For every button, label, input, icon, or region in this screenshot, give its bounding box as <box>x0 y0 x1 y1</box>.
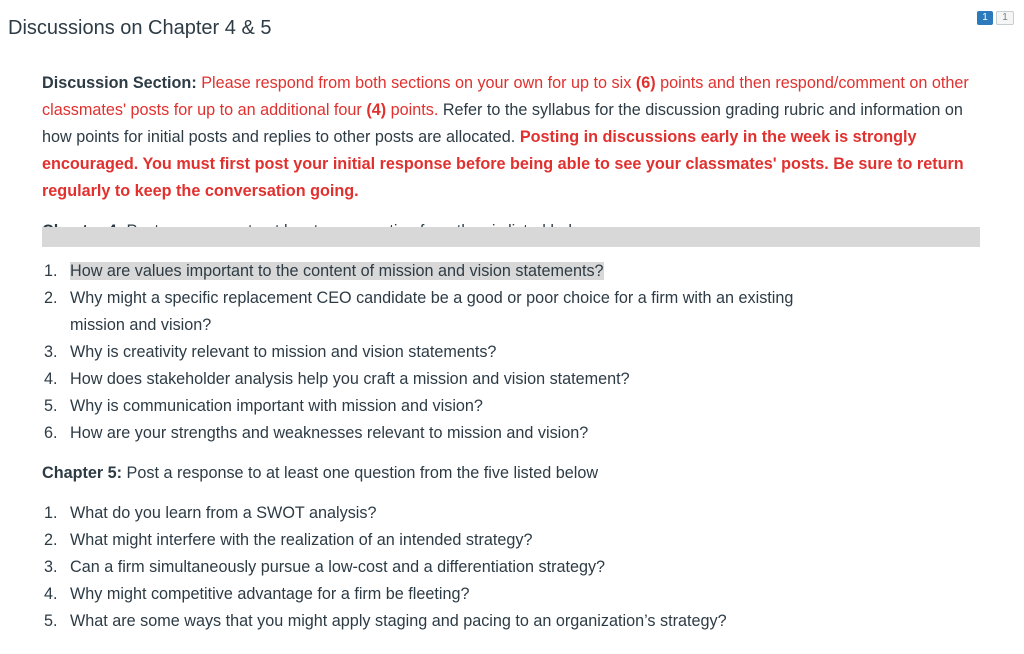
chapter5-heading <box>42 460 982 487</box>
unread-badge[interactable]: 1 <box>977 11 993 25</box>
intro-red-text-3: points. <box>386 101 439 119</box>
selection-highlight <box>42 227 980 247</box>
chapter4-question-list <box>42 258 982 447</box>
list-item <box>42 581 982 608</box>
intro-red-text-2: points and then respond/comment on other classmates' posts for up to an additional four <box>42 74 969 119</box>
list-item <box>42 393 982 420</box>
list-item-text: Why might competitive advantage for a firm be fleeting? <box>70 585 470 603</box>
list-item <box>42 258 982 285</box>
intro-emphasis-text: Posting in discussions early in the week is strongly encouraged. You must first post your initial response before being able to see your classmates' posts. Be sure to return regularly to keep the conversation going. <box>42 128 964 200</box>
list-item <box>42 285 982 339</box>
chapter5-label: Chapter 5: <box>42 464 123 482</box>
list-item-number: 5. <box>44 397 58 415</box>
intro-label: Discussion Section: <box>42 74 197 92</box>
list-item-text: Can a firm simultaneously pursue a low-cost and a differentiation strategy? <box>70 558 606 576</box>
page-title: Discussions on Chapter 4 & 5 <box>8 17 272 39</box>
total-badge[interactable]: 1 <box>996 11 1014 25</box>
list-item-number: 1. <box>44 504 58 522</box>
intro-red-text-1: Please respond from both sections on your own for up to six <box>196 74 636 92</box>
list-item-number: 1. <box>44 262 58 280</box>
list-item <box>42 554 982 581</box>
list-item-text: How does stakeholder analysis help you craft a mission and vision statement? <box>70 370 630 388</box>
list-item <box>42 500 982 527</box>
unread-count-badges <box>977 11 1014 25</box>
list-item <box>42 339 982 366</box>
list-item-number: 6. <box>44 424 58 442</box>
list-item-number: 5. <box>44 612 58 630</box>
list-item-number: 3. <box>44 558 58 576</box>
discussion-body <box>42 70 982 635</box>
list-item-text: What might interfere with the realization of an intended strategy? <box>70 531 533 549</box>
list-item-text: What are some ways that you might apply staging and pacing to an organization’s strategy? <box>70 612 727 630</box>
list-item-number: 2. <box>44 531 58 549</box>
list-item-text: Why might a specific replacement CEO candidate be a good or poor choice for a firm with an existing mission and vision? <box>70 289 794 334</box>
list-item-number: 3. <box>44 343 58 361</box>
six-points: (6) <box>635 74 656 92</box>
list-item-text: Why is creativity relevant to mission and vision statements? <box>70 343 497 361</box>
list-item <box>42 420 982 447</box>
list-item <box>42 527 982 554</box>
list-item-text: How are your strengths and weaknesses relevant to mission and vision? <box>70 424 589 442</box>
list-item-text: What do you learn from a SWOT analysis? <box>70 504 377 522</box>
list-item-text: How are values important to the content of mission and vision statements? <box>70 262 604 280</box>
list-item-text: Why is communication important with mission and vision? <box>70 397 483 415</box>
list-item-number: 4. <box>44 585 58 603</box>
four-points: (4) <box>366 101 387 119</box>
chapter5-instruction: Post a response to at least one question from the five listed below <box>122 464 599 482</box>
list-item <box>42 366 982 393</box>
list-item-number: 4. <box>44 370 58 388</box>
list-item-number: 2. <box>44 289 58 307</box>
list-item <box>42 608 982 635</box>
intro-paragraph <box>42 70 982 205</box>
chapter5-question-list <box>42 500 982 635</box>
intro-normal-text: Refer to the syllabus for the discussion grading rubric and information on how points for initial posts and replies to other posts are allocated. <box>42 101 963 146</box>
